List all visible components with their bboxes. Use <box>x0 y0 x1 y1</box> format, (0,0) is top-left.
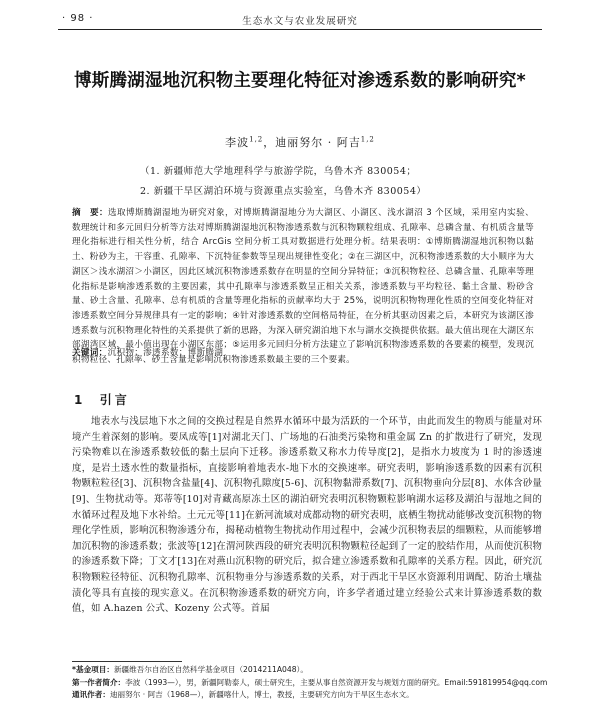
keywords <box>72 346 534 358</box>
footnote-text: 迪丽努尔 · 阿吉（1968—），新疆喀什人，博士，教授，主要研究方向为干旱区生态水文。 <box>109 690 414 699</box>
journal-name: 生态水文与农业发展研究 <box>242 16 358 27</box>
footnote-label: 第一作者简介： <box>72 677 126 687</box>
footnote-label: 通讯作者： <box>72 690 110 699</box>
abstract-label: 摘 要： <box>72 208 109 218</box>
footnote-divider <box>72 661 182 662</box>
paper-title: 博斯腾湖湿地沉积物主要理化特征对渗透系数的影响研究* <box>74 71 526 91</box>
section-title: 引言 <box>99 393 130 407</box>
footnote-text: 李波（1993—），男，新疆阿勒泰人，硕士研究生，主要从事自然资源开发与规划方面的研究。Email:591819954@qq.com <box>125 677 548 687</box>
footnote-funding <box>72 664 560 677</box>
abstract-text: 选取博斯腾湖湿地为研究对象，对博斯腾湖湿地分为大湖区、小湖区、浅水湖沼 3 个区域，采用室内实验、数理统计和多元回归分析等方法对博斯腾湖湿地沉积物渗透系数与沉积物颗粒组成、孔隙率、总磷含量、有机质含量等理化指标进行相关性分析，结合 ArcGis 空间分析工具对数据进行处理分析。结果表明：①博斯腾湖湿地沉积物以黏土、粉砂为主，干容重、孔隙率、下沉特征参数等呈现出规律性变化；②在三湖区中，沉积物渗透系数的大小顺序为大湖区＞浅水湖沼＞小湖区，因此区域沉积物渗透系数存在明显的空间分异特征；③沉积物粒径、总磷含量、孔隙率等理化指标是影响渗透系数的主要因素，其中孔隙率与渗透系数呈正相关关系，渗透系数与平均粒径、黏土含量、粉砂含量、砂土含量、孔隙率、总有机质的含量等理化指标的贡献率均大于 25%，说明沉积物物理化性质的空间变化特征对渗透系数空间分异规律具有一定的影响；④针对渗透系数的空间格局特征，在分析其驱动因素之后，本研究为该湖区渗透系数与沉积物理化特性的关系提供了新的思路，为深入研究湖泊地下水与湖水交换提供依据。最大值出现在大湖区东部湖湾区域，最小值出现在小湖区东部；⑤运用多元回归分析方法建立了影响沉积物渗透系数的各要素的模型，发现沉积物粒径、孔隙率、砂土含量是影响沉积物渗透系数最主要的三个要素。 <box>72 208 534 366</box>
author-line <box>0 134 600 150</box>
footnote-corresponding-author <box>72 689 560 702</box>
keywords-label: 关键词： <box>72 348 108 358</box>
body-paragraph: 地表水与浅层地下水之间的交换过程是自然界水循环中最为活跃的一个环节，由此而发生的物质与能量对环境产生着深刻的影响。要凤成等[1]对湖北天门、广场地的石油类污染物和重金属 Zn 的扩散进行了研究，发现污染物难以在渗透系数较低的黏土层向下迁移。渗透系数又称水力传导度[2]，是指水力坡度为 1 时的渗透速度，是岩土透水性的数量指标，直接影响着地表水-地下水的交换速率。研究表明，影响渗透系数的因素有沉积物颗粒粒径[3]、沉积物含盐量[4]、沉积物孔隙度[5-6]、沉积物黏滞系数[7]、沉积物垂向分层[8]、水体含砂量[9]、生物扰动等。郑蒂等[10]对青藏高原冻土区的湖泊研究表明沉积物颗粒影响湖水运移及湖泊与湿地之间的水循环过程及地下水补给。土元元等[11]在新河流域对成都动物的研究表明，底栖生物扰动能够改变沉积物的物理化学性质，影响沉积物渗透分布，揭秘动植物生物扰动作用过程中，会减少沉积物表层的细颗粒，从而能够增加沉积物的渗透系数；张波等[12]在渭河陕西段的研究表明沉积物颗粒径起到了一定的胶结作用，从而使沉积物的渗透系数下降；丁文才[13]在对燕山沉积物的研究后，拟合建立渗透系数和孔隙率的关系方程。因此，研究沉积物颗粒径特征、沉积物孔隙率、沉积物垂分与渗透系数的关系，对于西北干旱区水资源利用调配、防治土壤盐渍化等具有直接的现实意义。在沉积物渗透系数的研究方向，许多学者通过建立经验公式来计算渗透系数的数值，如 A.hazen 公式、Kozeny 公式等。首届 <box>72 416 542 615</box>
footnote-label: *基金项目： <box>72 665 114 674</box>
abstract <box>72 206 534 368</box>
section-number: 1 <box>74 393 86 407</box>
author-separator: ， <box>263 136 276 149</box>
author-name: 李波 <box>225 136 250 149</box>
footnotes <box>72 664 560 702</box>
running-header <box>58 10 542 30</box>
keywords-text: 沉积物；渗透系数；博斯腾湖 <box>107 348 224 358</box>
footnote-first-author <box>72 677 560 690</box>
affiliation: （1. 新疆师范大学地理科学与旅游学院，乌鲁木齐 830054； <box>140 166 417 177</box>
affiliation: 2. 新疆干旱区湖泊环境与资源重点实验室，乌鲁木齐 830054） <box>140 186 427 197</box>
section-heading <box>74 391 130 408</box>
author-name: 迪丽努尔 · 阿吉 <box>275 136 361 149</box>
author-affil-sup: 1,2 <box>360 135 375 144</box>
footnote-text: 新疆维吾尔自治区自然科学基金项目（2014211A048）。 <box>113 665 308 674</box>
author-affil-sup: 1,2 <box>249 135 264 144</box>
page-number: · 98 · <box>62 13 94 24</box>
